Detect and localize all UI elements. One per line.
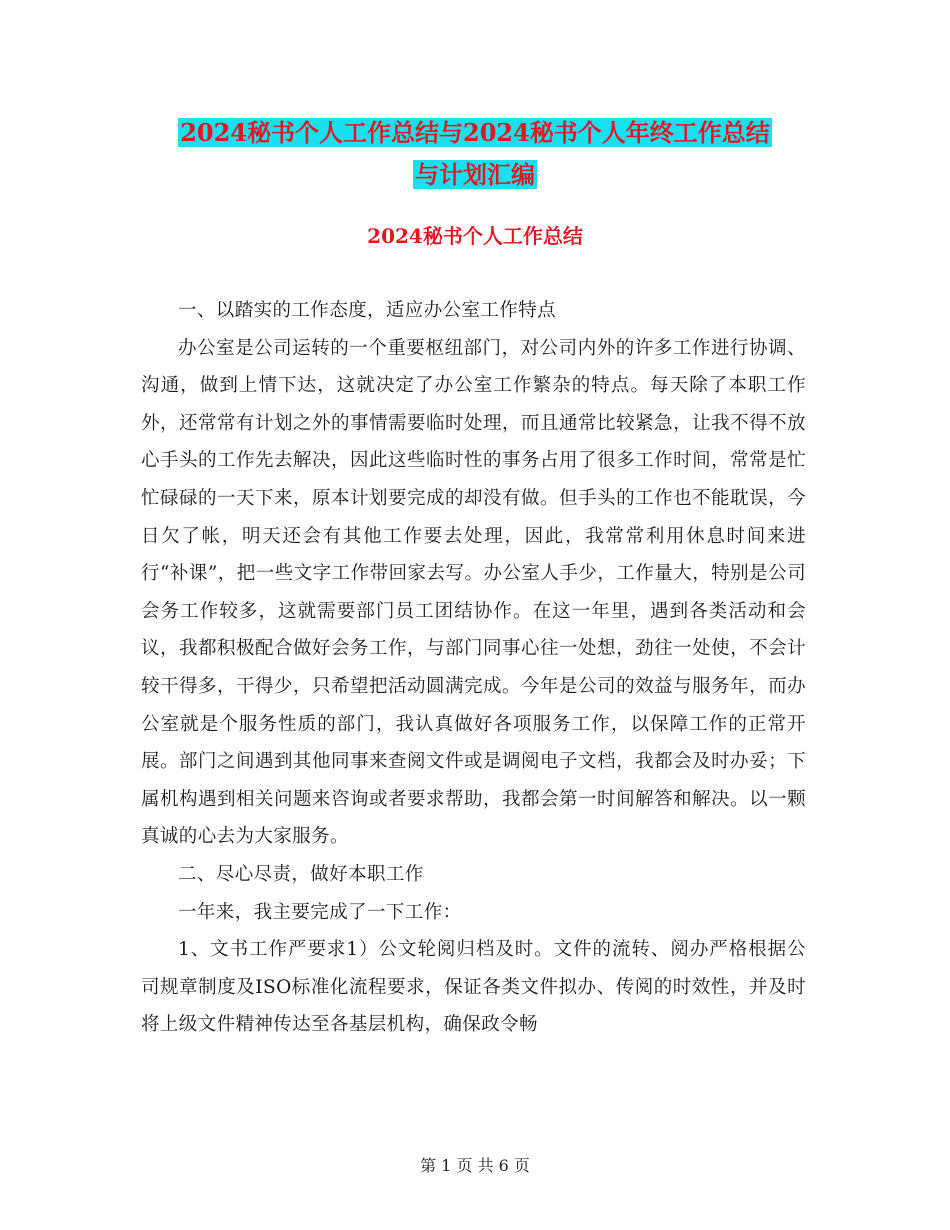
document-body [141, 292, 806, 1044]
heading-paragraph-2: 二、尽心尽责，做好本职工作 [178, 863, 424, 885]
document-title [0, 112, 950, 196]
document-title-line-1: 2024秘书个人工作总结与2024秘书个人年终工作总结 [180, 118, 770, 147]
document-title-line-2: 与计划汇编 [415, 160, 535, 189]
body-paragraph: 一年来，我主要完成了一下工作： [178, 901, 462, 923]
page-footer: 第 1 页 共 6 页 [420, 1156, 530, 1175]
body-paragraph: 办公室是公司运转的一个重要枢纽部门，对公司内外的许多工作进行协调、沟通，做到上情下达，这就决定了办公室工作繁杂的特点。每天除了本职工作外，还常常有计划之外的事情需要临时处理，而且通常比较紧急，让我不得不放心手头的工作先去解决，因此这些临时性的事务占用了很多工作时间，常常是忙忙碌碌的一天下来，原本计划要完成的却没有做。但手头的工作也不能耽误，今日欠了帐，明天还会有其他工作要去处理，因此，我常常利用休息时间来进行“补课”，把一些文字工作带回家去写。办公室人手少，工作量大，特别是公司会务工作较多，这就需要部门员工团结协作。在这一年里，遇到各类活动和会议，我都积极配合做好会务工作，与部门同事心往一处想，劲往一处使，不会计较干得多，干得少，只希望把活动圆满完成。今年是公司的效益与服务年，而办公室就是个服务性质的部门，我认真做好各项服务工作，以保障工作的正常开展。部门之间遇到其他同事来查阅文件或是调阅电子文档，我都会及时办妥；下属机构遇到相关问题来咨询或者要求帮助，我都会第一时间解答和解决。以一颗真诚的心去为大家服务。 [141, 337, 806, 848]
section-title: 2024秘书个人工作总结 [367, 224, 583, 248]
body-paragraph: 1、文书工作严要求1）公文轮阅归档及时。文件的流转、阅办严格根据公司规章制度及ISO标准化流程要求，保证各类文件拟办、传阅的时效性，并及时将上级文件精神传达至各基层机构，确保政令畅 [141, 939, 806, 1036]
heading-paragraph-1: 一、以踏实的工作态度，适应办公室工作特点 [178, 300, 557, 321]
